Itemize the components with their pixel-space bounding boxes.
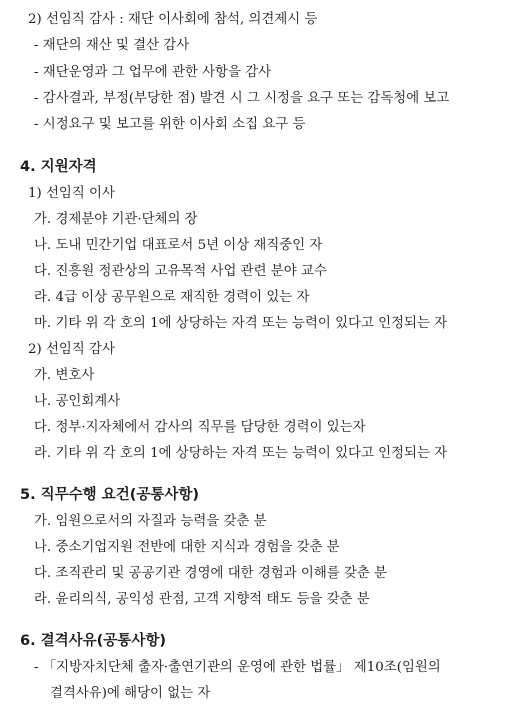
list-item: 라. 기타 위 각 호의 1에 상당하는 자격 또는 능력이 있다고 인정되는 자 [34,446,448,461]
list-item: 라. 4급 이상 공무원으로 재직한 경력이 있는 자 [34,290,310,305]
list-item: 가. 임원으로서의 자질과 능력을 갖춘 분 [34,514,267,529]
list-item: 가. 변호사 [34,368,95,383]
section-heading-qualifications: 4. 지원자격 [20,159,97,175]
section-heading-job-requirements: 5. 직무수행 요건(공통사항) [20,487,200,503]
list-item-continuation: 결격사유)에 해당이 없는 자 [50,686,211,701]
list-item: 나. 공인회계사 [34,394,121,409]
list-item: - 시정요구 및 보고를 위한 이사회 소집 요구 등 [34,117,306,132]
list-item: - 재단의 재산 및 결산 감사 [34,38,190,53]
list-item: 가. 경제분야 기관·단체의 장 [34,212,198,227]
section-heading-disqualifications: 6. 결격사유(공통사항) [20,633,166,649]
subsection-title-director: 1) 선임직 이사 [28,186,115,201]
list-item: 마. 기타 위 각 호의 1에 상당하는 자격 또는 능력이 있다고 인정되는 자 [34,316,448,331]
subsection-title-auditor: 2) 선임직 감사 [28,342,115,357]
list-item: - 재단운영과 그 업무에 관한 사항을 감사 [34,65,272,80]
list-item: - 감사결과, 부정(부당한 점) 발견 시 그 시정을 요구 또는 감독청에 보고 [34,91,450,106]
list-item: 다. 조직관리 및 공공기관 경영에 대한 경험과 이해를 갖춘 분 [34,566,388,581]
list-item: 나. 중소기업지원 전반에 대한 지식과 경험을 갖춘 분 [34,540,340,555]
list-item: 다. 정부·지자체에서 감사의 직무를 담당한 경력이 있는자 [34,420,366,435]
list-item: 나. 도내 민간기업 대표로서 5년 이상 재직중인 자 [34,238,323,253]
list-item: 다. 진흥원 정관상의 고유목적 사업 관련 분야 교수 [34,264,327,279]
auditor-duties-title: 2) 선임직 감사 : 재단 이사회에 참석, 의견제시 등 [28,12,318,27]
list-item: - 「지방자치단체 출자·출연기관의 운영에 관한 법률」 제10조(임원의 [34,660,441,675]
list-item: 라. 윤리의식, 공익성 관점, 고객 지향적 태도 등을 갖춘 분 [34,592,370,607]
